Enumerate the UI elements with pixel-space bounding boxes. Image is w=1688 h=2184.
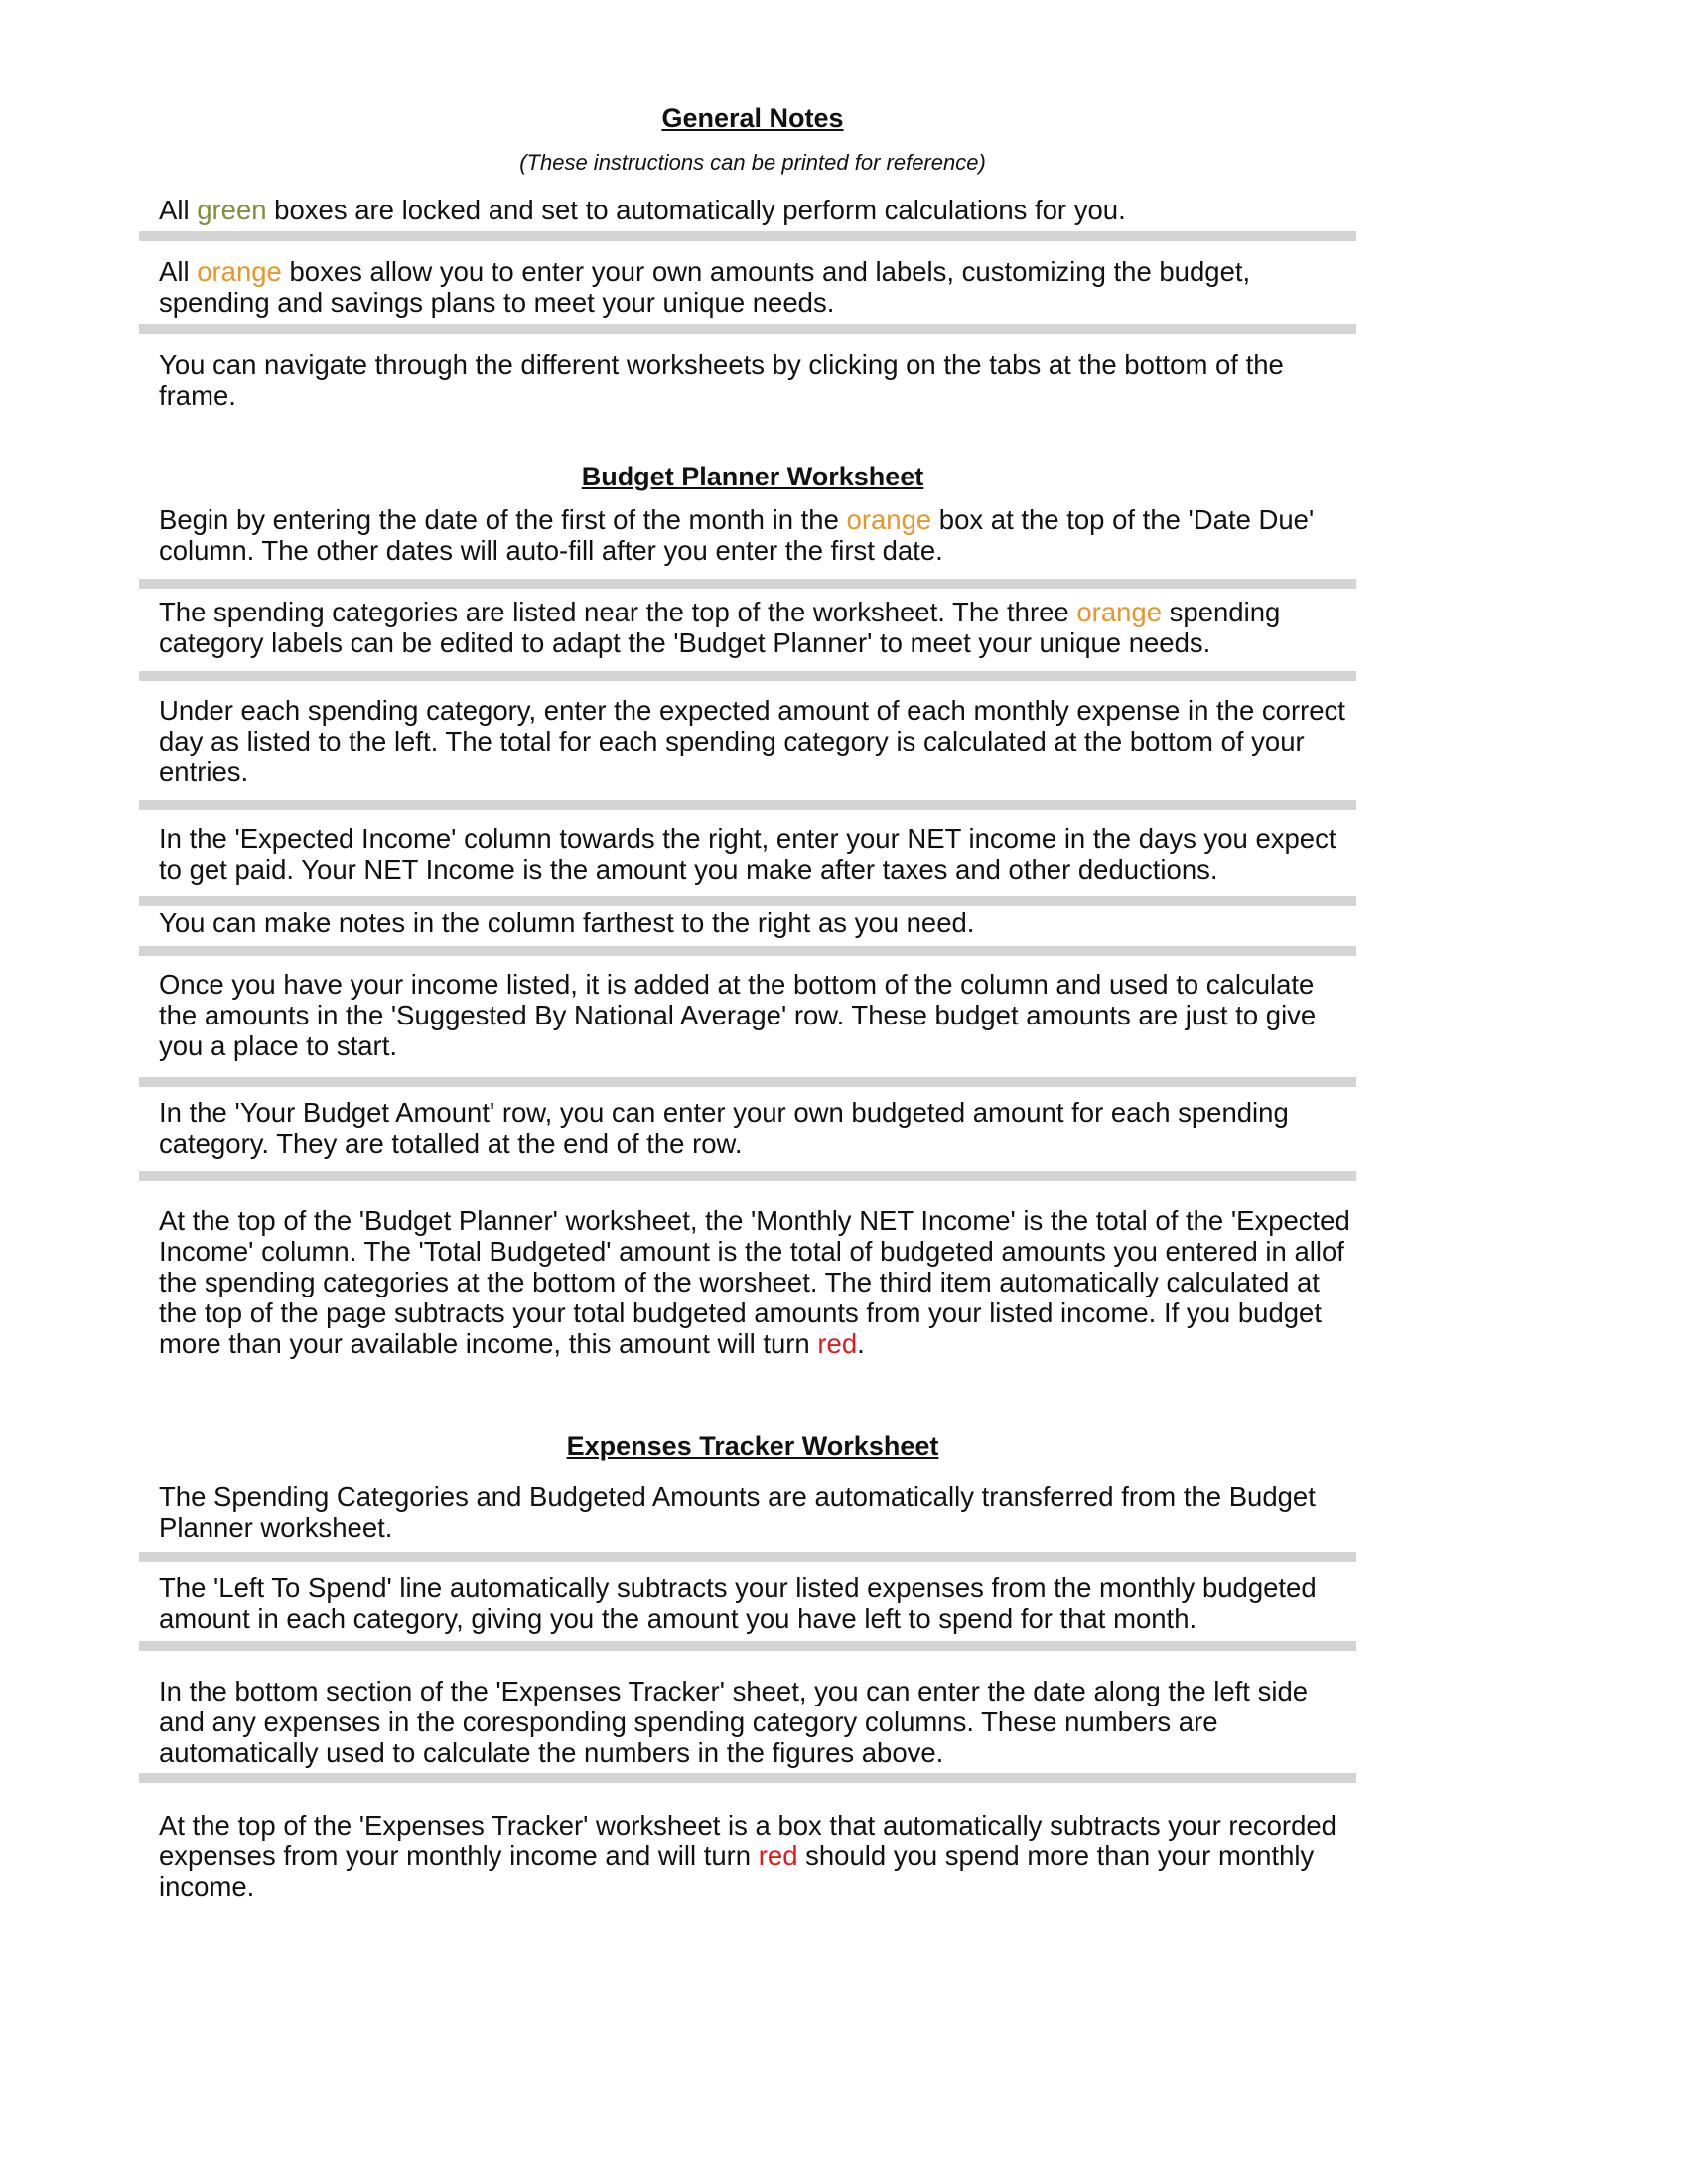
note-monthly-net-income xyxy=(159,1205,1350,1359)
divider xyxy=(139,579,1356,589)
divider xyxy=(139,946,1356,956)
note-orange-boxes xyxy=(159,256,1350,318)
orange-keyword: orange xyxy=(197,256,282,287)
note-spending-categories xyxy=(159,597,1350,658)
note-text: At the top of the 'Expenses Tracker' worksheet is a box that automatically subtracts your recorded expenses from your monthly income and will turn xyxy=(159,1810,1336,1871)
red-keyword: red xyxy=(758,1841,798,1871)
divider xyxy=(139,896,1356,906)
general-notes-title: General Notes xyxy=(661,103,844,133)
note-text: Begin by entering the date of the first of the month in the xyxy=(159,504,847,535)
note-text: The spending categories are listed near the top of the worksheet. The three xyxy=(159,597,1077,627)
note-text: All xyxy=(159,195,198,225)
note-date-due xyxy=(159,504,1350,566)
note-bottom-section: In the bottom section of the 'Expenses Tracker' sheet, you can enter the date along the left side and any expenses in the coresponding spending category columns. These numbers are automatically used to calculate the numbers in the figures above. xyxy=(159,1676,1309,1768)
note-green-boxes xyxy=(159,195,1350,225)
budget-planner-title: Budget Planner Worksheet xyxy=(581,462,924,491)
note-text: At the top of the 'Budget Planner' worksheet, the 'Monthly NET Income' is the total of the 'Expected Income' column. The 'Total Budgeted' amount is the total of budgeted amounts you entered in allof the spending categories at the bottom of the worsheet. The third item automatically calculated at the top of the page subtracts your total budgeted amounts from your listed income. If you budget more than your available income, this amount will turn xyxy=(159,1205,1350,1359)
note-text: box at the top of the 'Date Due' column. The other dates will auto-fill after you enter the first date. xyxy=(159,504,1315,566)
divider xyxy=(139,1641,1356,1651)
orange-keyword: orange xyxy=(1076,597,1163,627)
note-text: . xyxy=(857,1328,865,1359)
divider xyxy=(139,1077,1356,1087)
note-notes-column: You can make notes in the column farthest to the right as you need. xyxy=(159,907,975,938)
note-text: boxes allow you to enter your own amounts and labels, customizing the budget, spending and savings plans to meet your unique needs. xyxy=(159,256,1251,318)
note-national-average: Once you have your income listed, it is added at the bottom of the column and used to calculate the amounts in the 'Suggested By National Average' row. These budget amounts are just to give you a place to start. xyxy=(159,969,1317,1061)
note-expected-income: In the 'Expected Income' column towards the right, enter your NET income in the days you expect to get paid. Your NET Income is the amount you make after taxes and other deductions. xyxy=(159,823,1336,885)
note-text: All xyxy=(159,256,198,287)
note-text: should you spend more than your monthly income. xyxy=(159,1841,1315,1902)
divider xyxy=(139,800,1356,810)
divider xyxy=(139,1552,1356,1562)
note-your-budget-amount: In the 'Your Budget Amount' row, you can enter your own budgeted amount for each spending category. They are totalled at the end of the row. xyxy=(159,1097,1289,1159)
note-text: spending category labels can be edited to adapt the 'Budget Planner' to meet your unique needs. xyxy=(159,597,1281,658)
expenses-tracker-title: Expenses Tracker Worksheet xyxy=(566,1432,939,1461)
note-transferred-categories: The Spending Categories and Budgeted Amounts are automatically transferred from the Budget Planner worksheet. xyxy=(159,1481,1316,1543)
red-keyword: red xyxy=(817,1328,858,1359)
orange-keyword: orange xyxy=(846,504,932,535)
general-notes-subtitle: (These instructions can be printed for reference) xyxy=(519,150,986,175)
note-left-to-spend: The 'Left To Spend' line automatically subtracts your listed expenses from the monthly budgeted amount in each category, giving you the amount you have left to spend for that month. xyxy=(159,1572,1317,1634)
note-expenses-box xyxy=(159,1810,1350,1902)
divider xyxy=(139,324,1356,334)
note-text: boxes are locked and set to automatically perform calculations for you. xyxy=(266,195,1126,225)
green-keyword: green xyxy=(197,195,267,225)
divider xyxy=(139,1773,1356,1783)
divider xyxy=(139,231,1356,241)
note-expected-amounts: Under each spending category, enter the expected amount of each monthly expense in the correct day as listed to the left. The total for each spending category is calculated at the bottom of your entries. xyxy=(159,695,1345,787)
note-navigate-tabs: You can navigate through the different worksheets by clicking on the tabs at the bottom of the frame. xyxy=(159,349,1284,411)
divider xyxy=(139,1171,1356,1181)
divider xyxy=(139,671,1356,681)
